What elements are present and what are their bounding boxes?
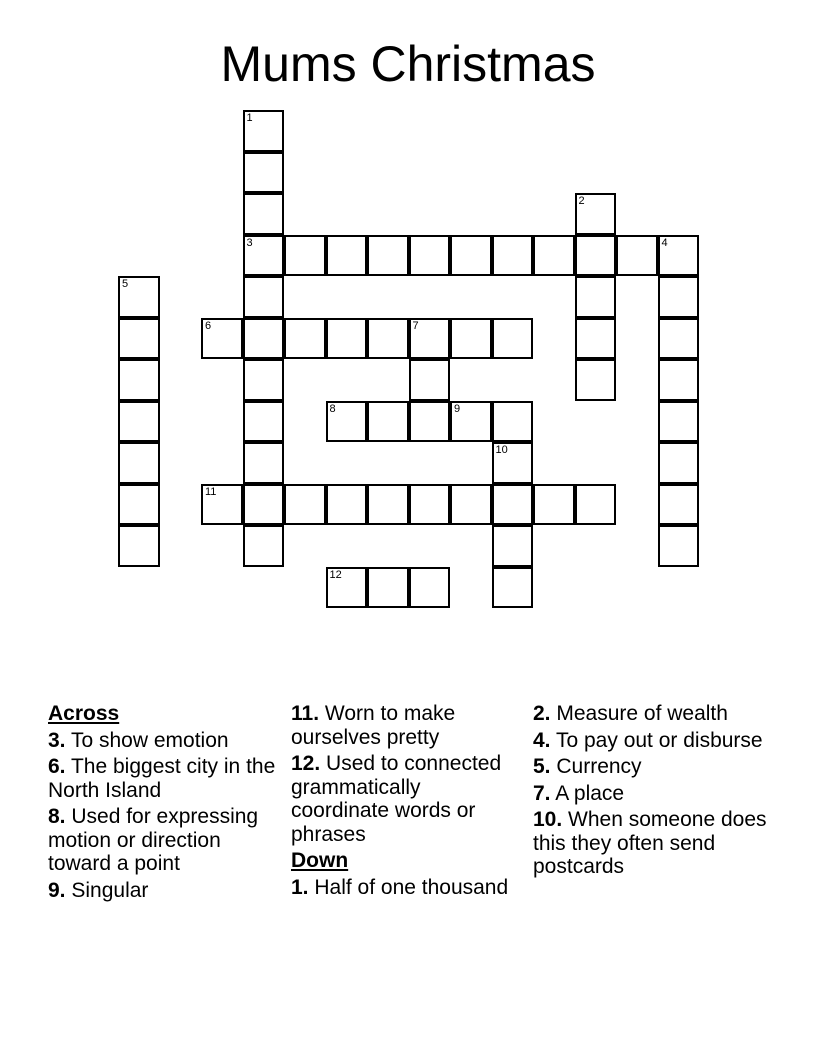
grid-cell[interactable] xyxy=(284,318,326,360)
grid-cell[interactable] xyxy=(326,401,368,443)
grid-cell[interactable] xyxy=(616,235,658,277)
grid-cell[interactable] xyxy=(450,235,492,277)
grid-cell[interactable] xyxy=(658,401,700,443)
down-heading: Down xyxy=(291,849,349,872)
clue-down-2: 2. Measure of wealth xyxy=(533,702,728,725)
grid-cell[interactable] xyxy=(243,318,285,360)
grid-cell[interactable] xyxy=(658,442,700,484)
cell-number: 8 xyxy=(329,402,336,415)
cell-number: 7 xyxy=(412,319,419,332)
clue-down-10: 10. When someone does this they often send postcards xyxy=(533,808,767,878)
grid-cell[interactable] xyxy=(575,318,617,360)
grid-cell[interactable] xyxy=(492,442,534,484)
clue-across-3: 3. To show emotion xyxy=(48,728,229,752)
clue-down-4: 4. To pay out or disburse xyxy=(533,728,763,752)
clue-down-5: 5. Currency xyxy=(533,755,642,778)
grid-cell[interactable] xyxy=(118,276,160,318)
cell-number: 5 xyxy=(122,278,129,290)
grid-cell[interactable] xyxy=(243,442,285,484)
grid-cell[interactable] xyxy=(243,110,285,152)
cell-number: 6 xyxy=(205,319,212,332)
grid-cell[interactable] xyxy=(575,193,617,235)
grid-cell[interactable] xyxy=(575,359,617,401)
grid-cell[interactable] xyxy=(658,276,700,318)
grid-cell[interactable] xyxy=(575,276,617,318)
grid-cell[interactable] xyxy=(243,401,285,443)
clue-column-1 xyxy=(48,702,283,905)
across-heading: Across xyxy=(48,702,120,725)
grid-cell[interactable] xyxy=(409,235,451,277)
grid-cell[interactable] xyxy=(409,359,451,401)
clue-across-12: 12. Used to connected grammatically coordinate words or phrases xyxy=(291,752,502,846)
cell-number: 9 xyxy=(454,402,461,415)
grid-cell[interactable] xyxy=(450,318,492,360)
grid-cell[interactable] xyxy=(118,525,160,567)
grid-cell[interactable] xyxy=(326,567,368,609)
clue-across-6: 6. The biggest city in the North Island xyxy=(48,755,276,802)
grid-cell[interactable] xyxy=(243,276,285,318)
grid-cell[interactable] xyxy=(492,567,534,609)
grid-cell[interactable] xyxy=(367,318,409,360)
cell-number: 2 xyxy=(578,195,585,207)
grid-cell[interactable] xyxy=(326,318,368,360)
grid-cell[interactable] xyxy=(243,193,285,235)
grid-cell[interactable] xyxy=(367,567,409,609)
grid-cell[interactable] xyxy=(533,235,575,277)
grid-cell[interactable] xyxy=(118,318,160,360)
grid-cell[interactable] xyxy=(409,567,451,609)
grid-cell[interactable] xyxy=(492,484,534,526)
grid-cell[interactable] xyxy=(658,318,700,360)
clue-across-9: 9. Singular xyxy=(48,878,149,902)
grid-cell[interactable] xyxy=(243,359,285,401)
grid-cell[interactable] xyxy=(409,318,451,360)
grid-cell[interactable] xyxy=(492,318,534,360)
grid-cell[interactable] xyxy=(367,401,409,443)
cell-number: 10 xyxy=(495,444,508,456)
grid-cell[interactable] xyxy=(575,235,617,277)
clue-column-3 xyxy=(533,702,773,882)
puzzle-title: Mums Christmas xyxy=(220,36,596,92)
clue-down-1: 1. Half of one thousand xyxy=(291,875,509,899)
grid-cell[interactable] xyxy=(658,235,700,277)
grid-cell[interactable] xyxy=(201,484,243,526)
grid-cell[interactable] xyxy=(450,401,492,443)
grid-cell[interactable] xyxy=(450,484,492,526)
grid-cell[interactable] xyxy=(492,401,534,443)
clue-across-11: 11. Worn to make ourselves pretty xyxy=(291,702,456,749)
grid-cell[interactable] xyxy=(492,525,534,567)
cell-number: 3 xyxy=(246,236,253,249)
clue-across-8: 8. Used for expressing motion or direction toward a point xyxy=(48,805,259,875)
cell-number: 1 xyxy=(246,112,253,124)
grid-cell[interactable] xyxy=(243,484,285,526)
grid-cell[interactable] xyxy=(658,525,700,567)
clue-column-2 xyxy=(291,702,516,902)
grid-cell[interactable] xyxy=(284,235,326,277)
grid-cell[interactable] xyxy=(492,235,534,277)
cell-number: 11 xyxy=(205,485,217,498)
grid-cell[interactable] xyxy=(367,484,409,526)
grid-cell[interactable] xyxy=(243,152,285,194)
grid-cell[interactable] xyxy=(284,484,326,526)
grid-cell[interactable] xyxy=(409,401,451,443)
grid-cell[interactable] xyxy=(118,442,160,484)
grid-cell[interactable] xyxy=(243,235,285,277)
grid-cell[interactable] xyxy=(409,484,451,526)
grid-cell[interactable] xyxy=(533,484,575,526)
grid-cell[interactable] xyxy=(367,235,409,277)
grid-cell[interactable] xyxy=(118,359,160,401)
grid-cell[interactable] xyxy=(201,318,243,360)
grid-cell[interactable] xyxy=(658,359,700,401)
grid-cell[interactable] xyxy=(326,484,368,526)
cell-number: 12 xyxy=(329,568,342,581)
grid-cell[interactable] xyxy=(575,484,617,526)
grid-cell[interactable] xyxy=(326,235,368,277)
grid-cell[interactable] xyxy=(243,525,285,567)
cell-number: 4 xyxy=(661,236,668,249)
grid-cell[interactable] xyxy=(658,484,700,526)
grid-cell[interactable] xyxy=(118,484,160,526)
clue-down-7: 7. A place xyxy=(533,781,625,805)
grid-cell[interactable] xyxy=(118,401,160,443)
